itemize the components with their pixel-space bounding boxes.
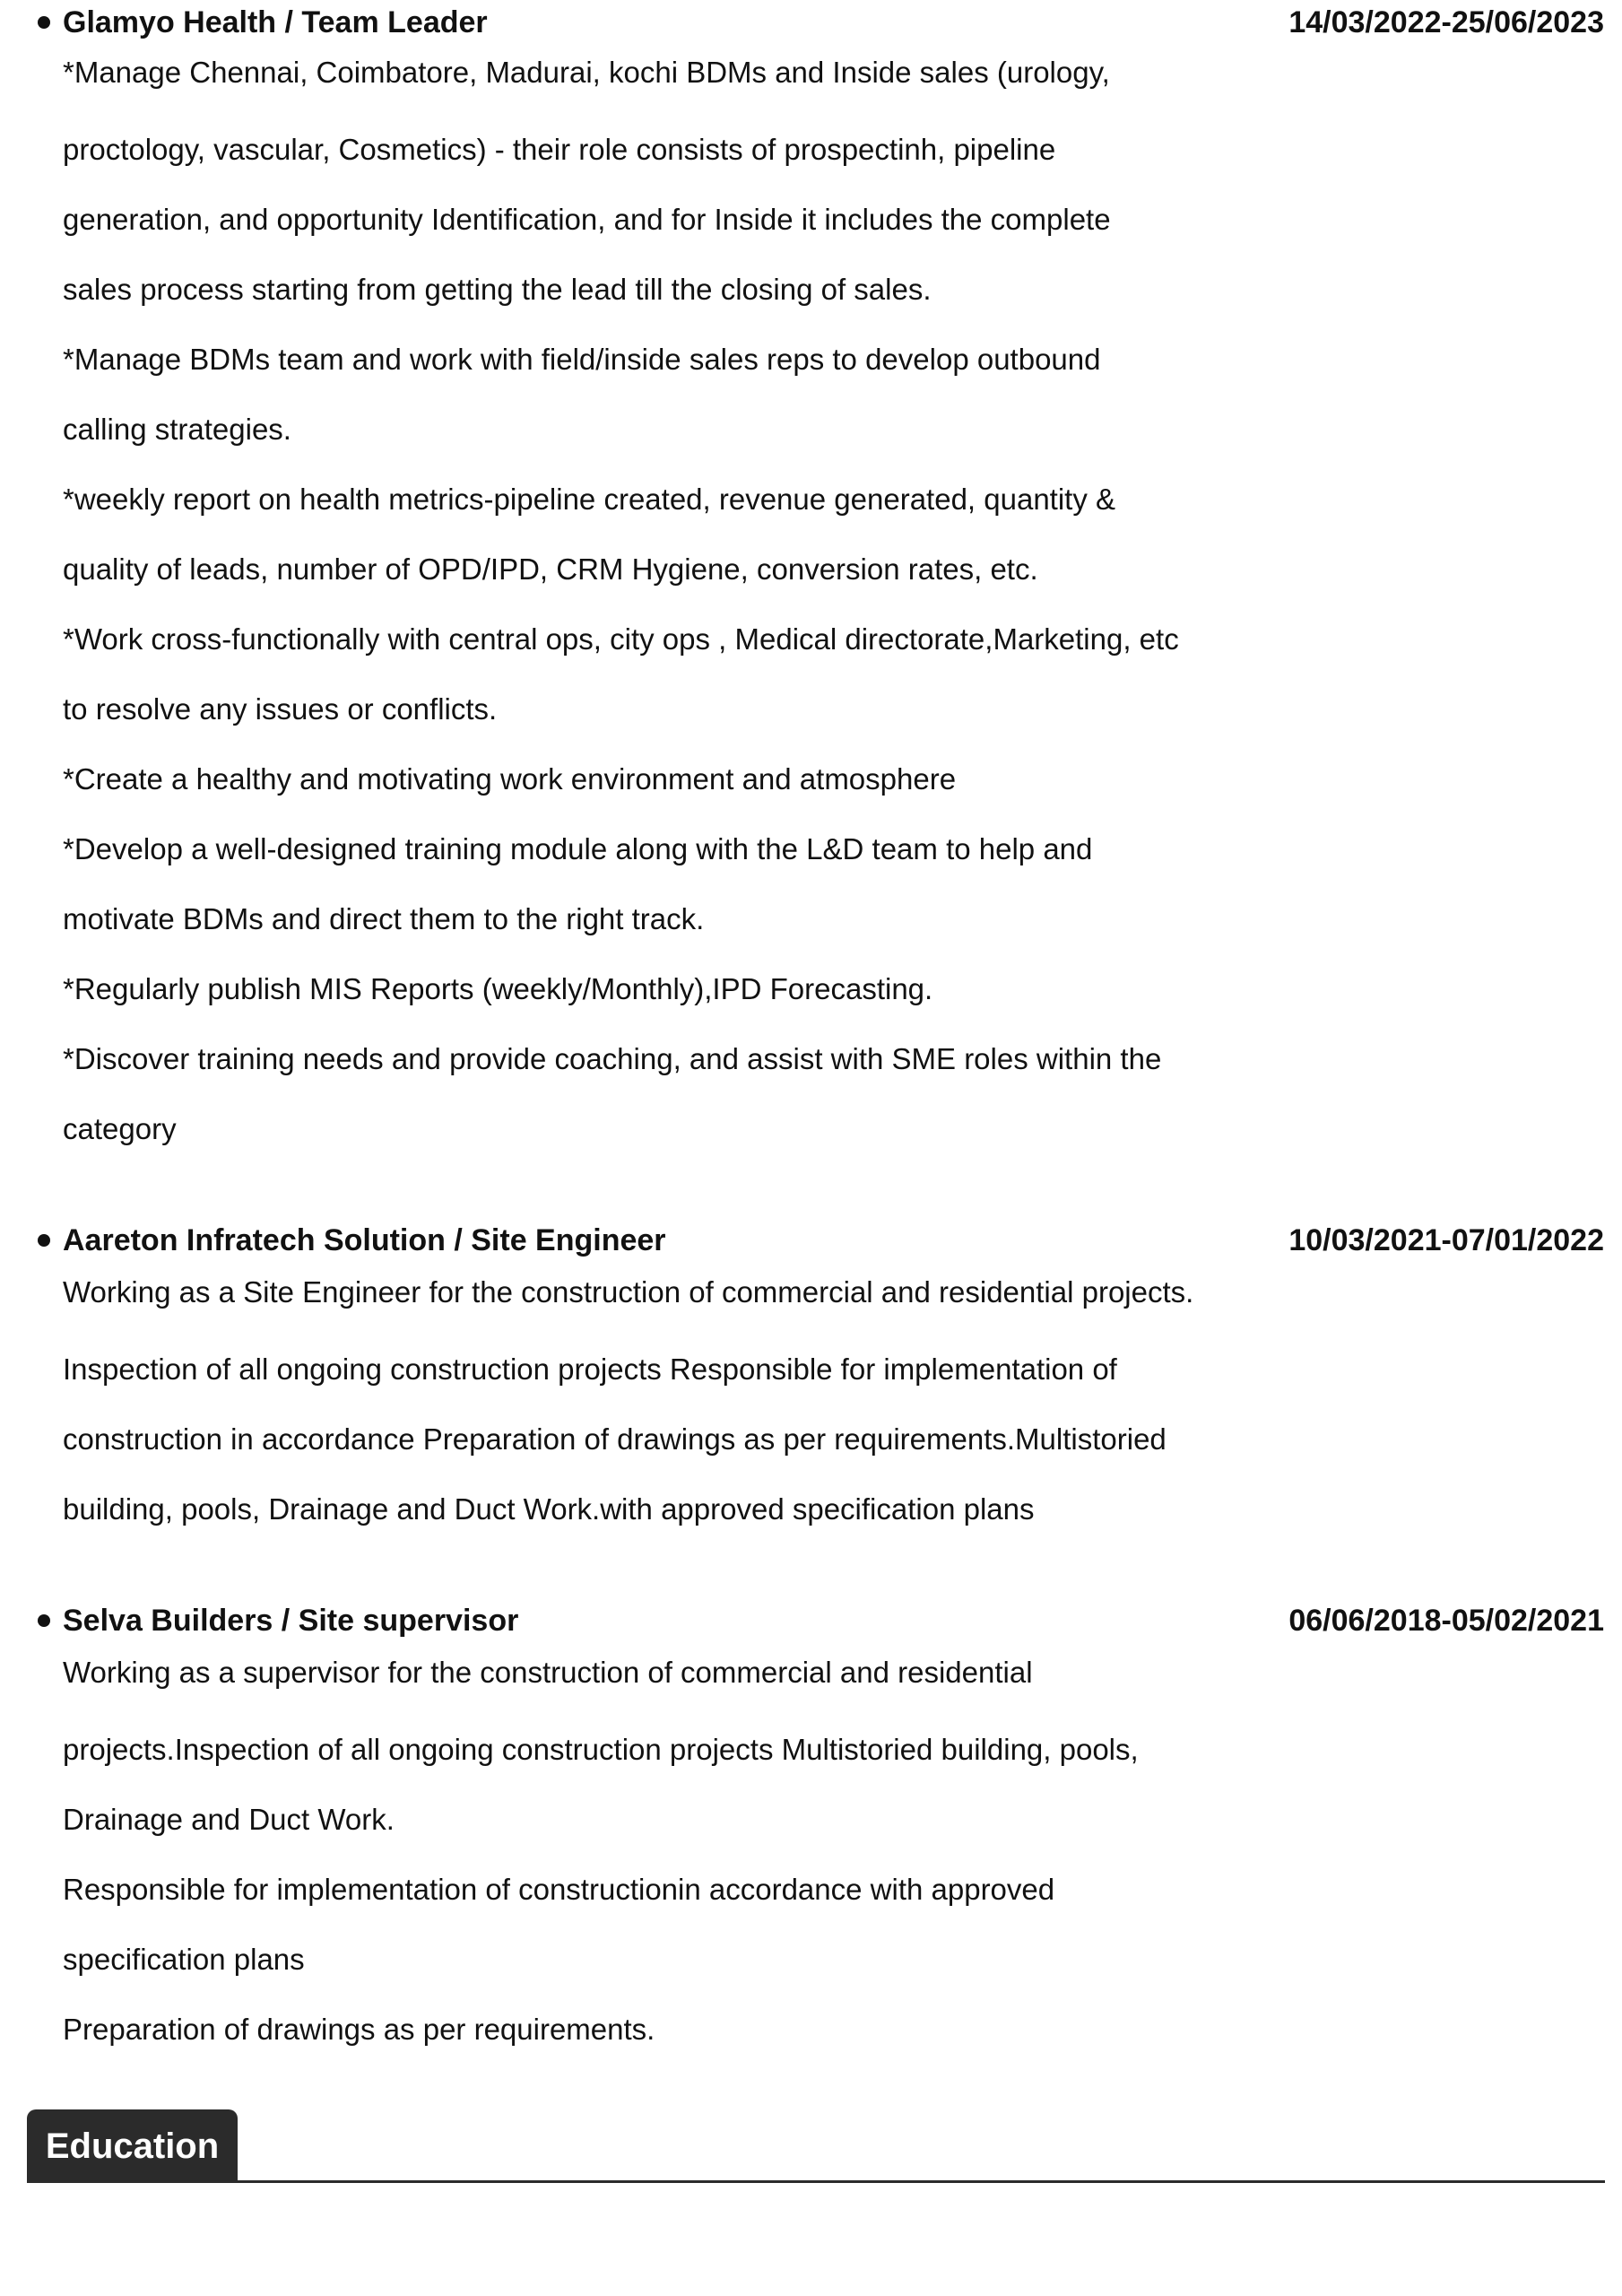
job-title: Glamyo Health / Team Leader: [63, 5, 488, 39]
job-description-line: Working as a supervisor for the construction of commercial and residential: [63, 1656, 1033, 1689]
job-title: Aareton Infratech Solution / Site Engineer: [63, 1223, 666, 1257]
job-description-line: projects.Inspection of all ongoing construction projects Multistoried building, pools,: [63, 1733, 1139, 1766]
job-dates: 10/03/2021-07/01/2022: [1288, 1223, 1604, 1257]
job-description-line: building, pools, Drainage and Duct Work.with approved specification plans: [63, 1492, 1035, 1526]
job-description-line: Responsible for implementation of constructionin accordance with approved: [63, 1873, 1055, 1906]
job-description-line: sales process starting from getting the lead till the closing of sales.: [63, 273, 932, 306]
job-description-line: motivate BDMs and direct them to the right track.: [63, 902, 705, 935]
job-description-line: *Create a healthy and motivating work environment and atmosphere: [63, 762, 957, 796]
job-description-line: *Manage BDMs team and work with field/inside sales reps to develop outbound: [63, 343, 1101, 376]
job-dates: 14/03/2022-25/06/2023: [1288, 5, 1604, 39]
job-description-line: Preparation of drawings as per requirements.: [63, 2013, 655, 2046]
job-description-line: Inspection of all ongoing construction projects Responsible for implementation of: [63, 1352, 1117, 1386]
job-description-line: Working as a Site Engineer for the construction of commercial and residential projects.: [63, 1275, 1194, 1309]
job-description-line: quality of leads, number of OPD/IPD, CRM Hygiene, conversion rates, etc.: [63, 552, 1038, 586]
job-dates: 06/06/2018-05/02/2021: [1288, 1604, 1604, 1638]
section-heading: Education: [45, 2126, 220, 2166]
job-description-line: generation, and opportunity Identification, and for Inside it includes the complete: [63, 203, 1111, 236]
job-description-line: *Work cross-functionally with central ops, city ops , Medical directorate,Marketing, etc: [63, 622, 1179, 656]
job-description-line: calling strategies.: [63, 413, 291, 446]
bullet-icon: [38, 16, 50, 29]
bullet-icon: [38, 1614, 50, 1627]
section-tab: [27, 2109, 238, 2183]
job-description-line: *weekly report on health metrics-pipeline created, revenue generated, quantity &: [63, 483, 1116, 516]
job-description-line: specification plans: [63, 1943, 305, 1976]
job-description-line: to resolve any issues or conflicts.: [63, 692, 498, 726]
job-description-line: *Develop a well-designed training module along with the L&D team to help and: [63, 832, 1093, 865]
section-divider: [27, 2180, 1605, 2183]
job-description-line: category: [63, 1112, 177, 1145]
job-description-line: Drainage and Duct Work.: [63, 1803, 395, 1836]
bullet-icon: [38, 1234, 50, 1247]
job-description-line: *Discover training needs and provide coaching, and assist with SME roles within the: [63, 1042, 1162, 1075]
education-section-header: [27, 2109, 1605, 2183]
job-description-line: proctology, vascular, Cosmetics) - their role consists of prospectinh, pipeline: [63, 133, 1056, 166]
job-description-line: *Manage Chennai, Coimbatore, Madurai, kochi BDMs and Inside sales (urology,: [63, 56, 1110, 89]
job-title: Selva Builders / Site supervisor: [63, 1604, 519, 1638]
job-description-line: *Regularly publish MIS Reports (weekly/Monthly),IPD Forecasting.: [63, 972, 933, 1005]
job-description-line: construction in accordance Preparation of drawings as per requirements.Multistoried: [63, 1422, 1167, 1456]
